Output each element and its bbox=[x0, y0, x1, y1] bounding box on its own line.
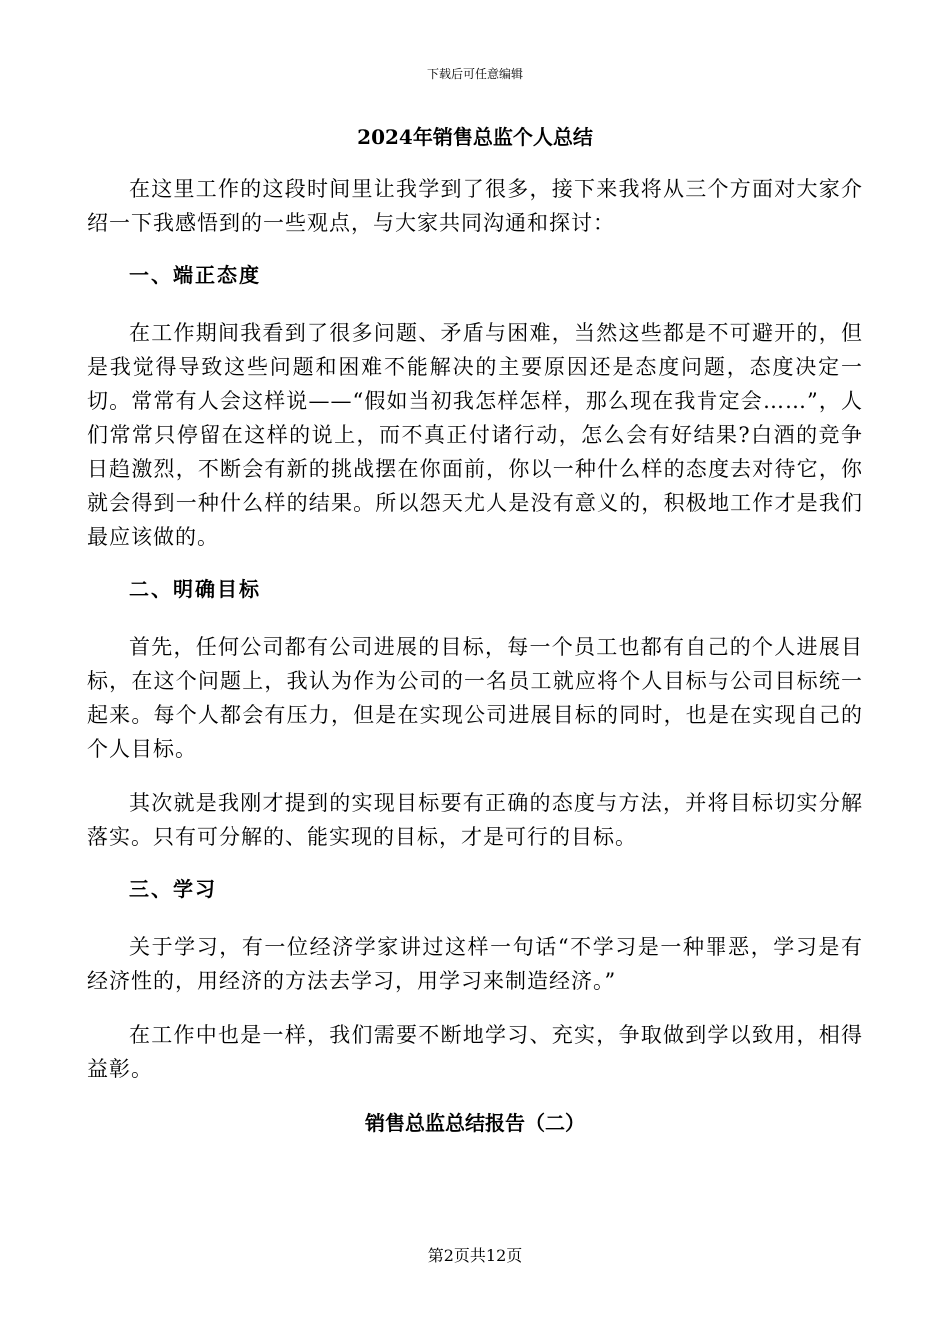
section-paragraph: 关于学习，有一位经济学家讲过这样一句话“不学习是一种罪恶，学习是有经济性的，用经济的方法去学习，用学习来制造经济。” bbox=[87, 935, 863, 993]
page-footer: 第2页共12页 bbox=[427, 1246, 523, 1265]
section-heading-attitude: 一、端正态度 bbox=[129, 263, 261, 287]
section-heading-learning: 三、学习 bbox=[129, 877, 217, 901]
next-report-title: 销售总监总结报告（二） bbox=[365, 1111, 585, 1135]
section-paragraph: 首先，任何公司都有公司进展的目标，每一个员工也都有自己的个人进展目标，在这个问题上，我认为作为公司的一名员工就应将个人目标与公司目标统一起来。每个人都会有压力，但是在实现公司进展目标的同时，也是在实现自己的个人目标。 bbox=[87, 635, 863, 761]
document-body bbox=[87, 122, 863, 1138]
section-paragraph: 在工作期间我看到了很多问题、矛盾与困难，当然这些都是不可避开的，但是我觉得导致这些问题和困难不能解决的主要原因还是态度问题，态度决定一切。常常有人会这样说——“假如当初我怎样怎样，那么现在我肯定会……”，人们常常只停留在这样的说上，而不真正付诸行动，怎么会有好结果?白酒的竞争日趋激烈，不断会有新的挑战摆在你面前，你以一种什么样的态度去对待它，你就会得到一种什么样的结果。所以怨天尤人是没有意义的，积极地工作才是我们最应该做的。 bbox=[87, 321, 863, 549]
page-header: 下载后可任意编辑 bbox=[426, 67, 523, 81]
section-heading-goals: 二、明确目标 bbox=[129, 577, 261, 601]
section-paragraph: 其次就是我刚才提到的实现目标要有正确的态度与方法，并将目标切实分解落实。只有可分解的、能实现的目标，才是可行的目标。 bbox=[87, 791, 863, 849]
document-title: 2024年销售总监个人总结 bbox=[357, 125, 593, 149]
intro-paragraph: 在这里工作的这段时间里让我学到了很多，接下来我将从三个方面对大家介绍一下我感悟到的一些观点，与大家共同沟通和探讨： bbox=[87, 177, 863, 235]
section-paragraph: 在工作中也是一样，我们需要不断地学习、充实，争取做到学以致用，相得益彰。 bbox=[87, 1023, 863, 1081]
